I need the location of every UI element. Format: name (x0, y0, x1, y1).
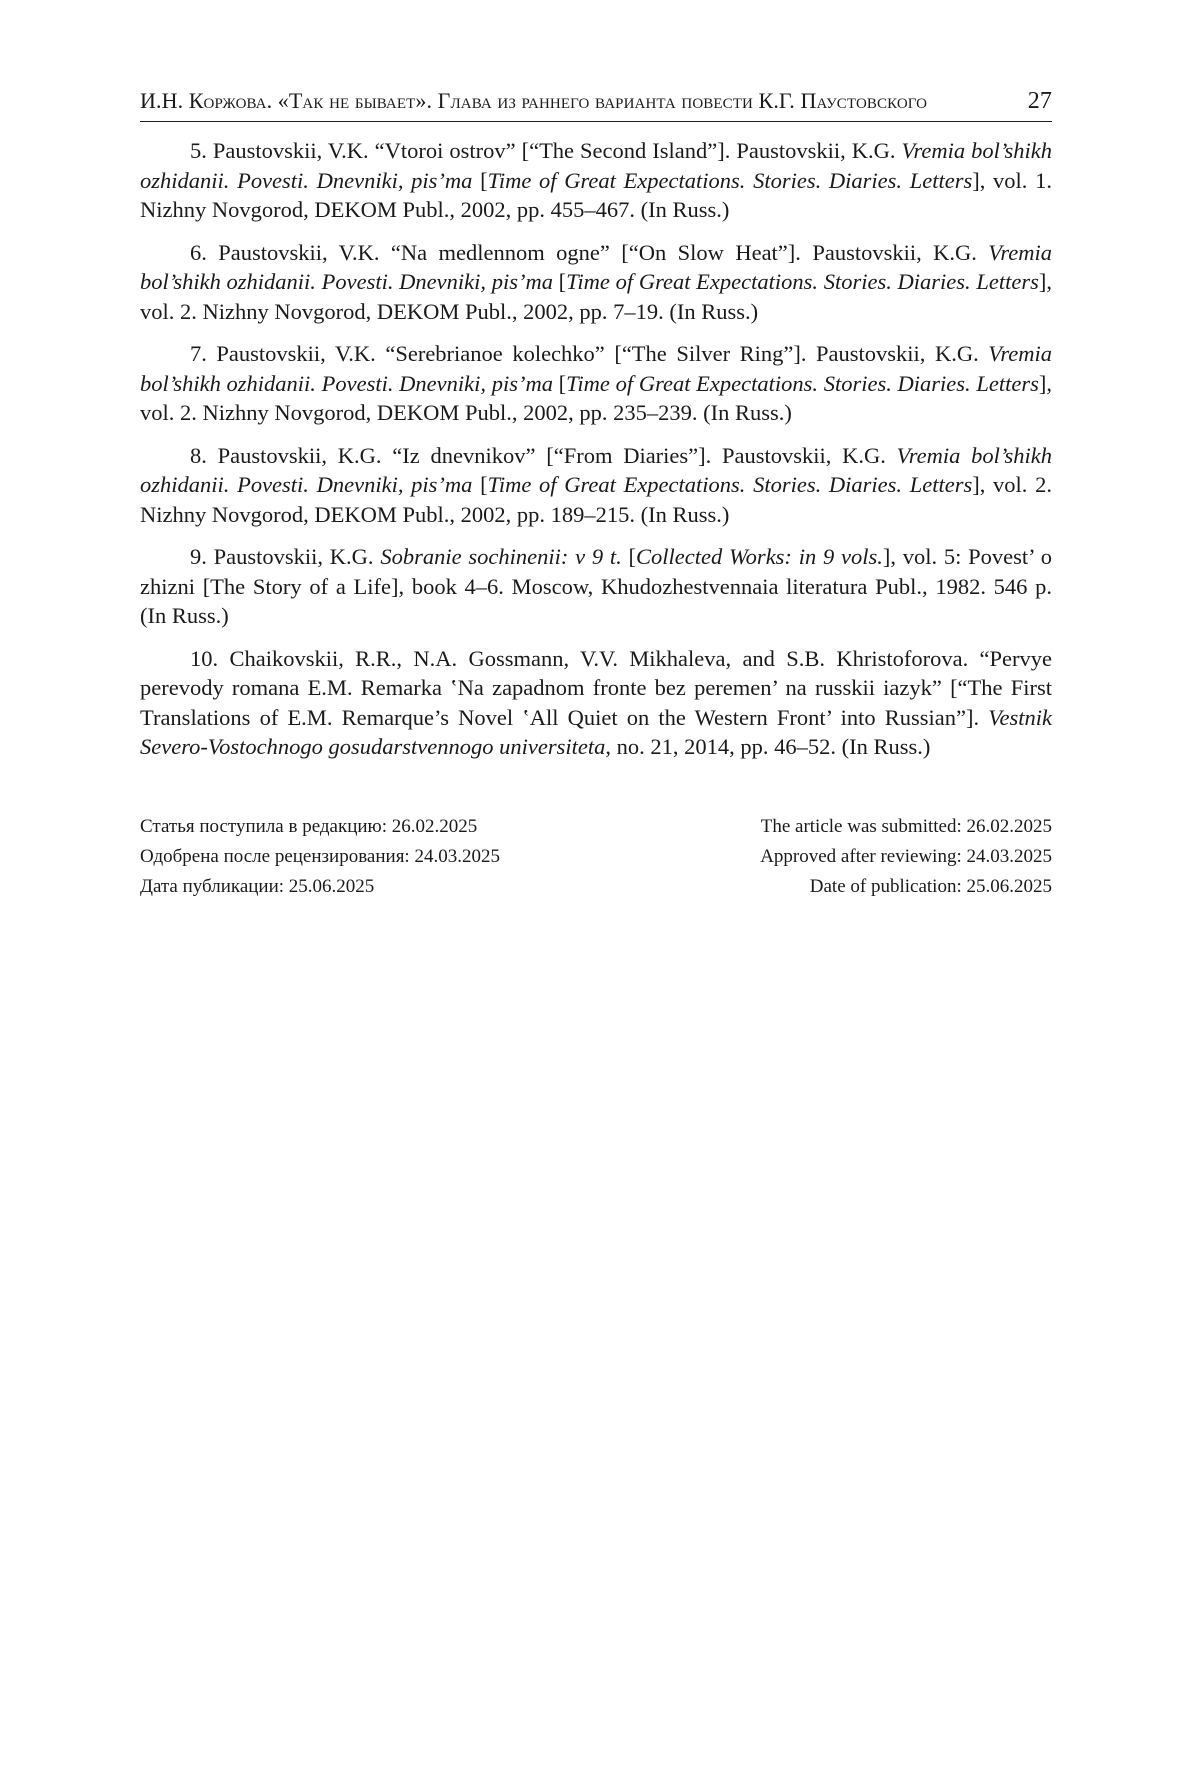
reference-text: [ (552, 269, 567, 294)
reference-text: [ (472, 472, 488, 497)
date-submitted-en: The article was submitted: 26.02.2025 (760, 815, 1052, 837)
reference-text: ], vol. 2. Nizhny Novgorod, DEKOM Publ., 2002, pp. 189–215. (In Russ.) (140, 472, 1052, 527)
reference-item (140, 339, 1052, 428)
article-dates-ru (140, 812, 500, 902)
reference-text: 7. Paustovskii, V.K. “Serebrianoe kolechko” [“The Silver Ring”]. Paustovskii, K.G. (190, 341, 989, 366)
date-approved-en: Approved after reviewing: 24.03.2025 (760, 845, 1052, 867)
reference-text: [ (472, 167, 488, 193)
reference-italic-title: Sobranie sochinenii: v 9 t. (380, 544, 622, 569)
running-header-title: И.Н. Коржова. «Так не бывает». Глава из раннего варианта повести К.Г. Паустовского (140, 88, 928, 113)
reference-italic-title: Vremia bol’shikh ozhidanii. Povesti. Dnevniki, pis’ma (140, 138, 1052, 193)
reference-text: 10. Chaikovskii, R.R., N.A. Gossmann, V.V. Mikhaleva, and S.B. Khristoforova. “Pervye perevody romana E.M. Remarka ʽNa zapadnom fronte bez peremen’ na russkii iazyk” [“The First Translations of E.M. Remarque’s Novel ʽAll Quiet on the Western Front’ into Russian”]. (140, 645, 1052, 730)
reference-text: , no. 21, 2014, pp. 46–52. (In Russ.) (605, 734, 931, 759)
reference-item (140, 441, 1052, 530)
reference-italic-journal: Vestnik Severo-Vostochnogo gosudarstvennogo universiteta (140, 704, 1052, 759)
reference-text: 9. Paustovskii, K.G. (190, 544, 381, 569)
reference-italic-title: Vremia bol’shikh ozhidanii. Povesti. Dnevniki, pis’ma (140, 239, 1052, 294)
running-header (140, 88, 1052, 122)
reference-text: 8. Paustovskii, K.G. “Iz dnevnikov” [“From Diaries”]. Paustovskii, K.G. (190, 442, 897, 468)
reference-text: 5. Paustovskii, V.K. “Vtoroi ostrov” [“The Second Island”]. Paustovskii, K.G. (190, 138, 902, 163)
reference-item (140, 644, 1052, 762)
reference-text: 6. Paustovskii, V.K. “Na medlennom ogne” [“On Slow Heat”]. Paustovskii, K.G. (190, 239, 989, 265)
page (140, 88, 1052, 902)
reference-italic-translation: Time of Great Expectations. Stories. Diaries. Letters (566, 370, 1039, 396)
reference-text: ], vol. 5: Povest’ o zhizni [The Story of a Life], book 4–6. Moscow, Khudozhestvennaia literatura Publ., 1982. 546 p. (In Russ.) (140, 544, 1053, 628)
reference-text: [ (621, 544, 637, 569)
reference-italic-title: Vremia bol’shikh ozhidanii. Povesti. Dnevniki, pis’ma (140, 341, 1052, 396)
article-dates (140, 812, 1052, 902)
reference-text: ], vol. 1. Nizhny Novgorod, DEKOM Publ., 2002, pp. 455–467. (In Russ.) (140, 167, 1052, 222)
reference-italic-translation: Time of Great Expectations. Stories. Diaries. Letters (487, 472, 973, 497)
reference-italic-translation: Collected Works: in 9 vols. (636, 544, 883, 569)
article-dates-en (760, 812, 1052, 902)
date-submitted-ru: Статья поступила в редакцию: 26.02.2025 (140, 815, 478, 837)
reference-text: [ (552, 370, 567, 396)
date-published-ru: Дата публикации: 25.06.2025 (140, 875, 375, 897)
reference-item (140, 238, 1052, 327)
date-approved-ru: Одобрена после рецензирования: 24.03.2025 (140, 845, 500, 867)
reference-text: ], vol. 2. Nizhny Novgorod, DEKOM Publ., 2002, pp. 235–239. (In Russ.) (140, 370, 1052, 425)
reference-item (140, 542, 1052, 631)
reference-list (140, 136, 1052, 762)
page-number: 27 (1027, 88, 1052, 114)
date-published-en: Date of publication: 25.06.2025 (809, 875, 1052, 897)
reference-italic-title: Vremia bol’shikh ozhidanii. Povesti. Dnevniki, pis’ma (140, 442, 1052, 497)
reference-item (140, 136, 1052, 225)
reference-italic-translation: Time of Great Expectations. Stories. Diaries. Letters (566, 269, 1039, 294)
reference-italic-translation: Time of Great Expectations. Stories. Diaries. Letters (487, 167, 973, 193)
reference-text: ], vol. 2. Nizhny Novgorod, DEKOM Publ., 2002, pp. 7–19. (In Russ.) (140, 269, 1052, 324)
